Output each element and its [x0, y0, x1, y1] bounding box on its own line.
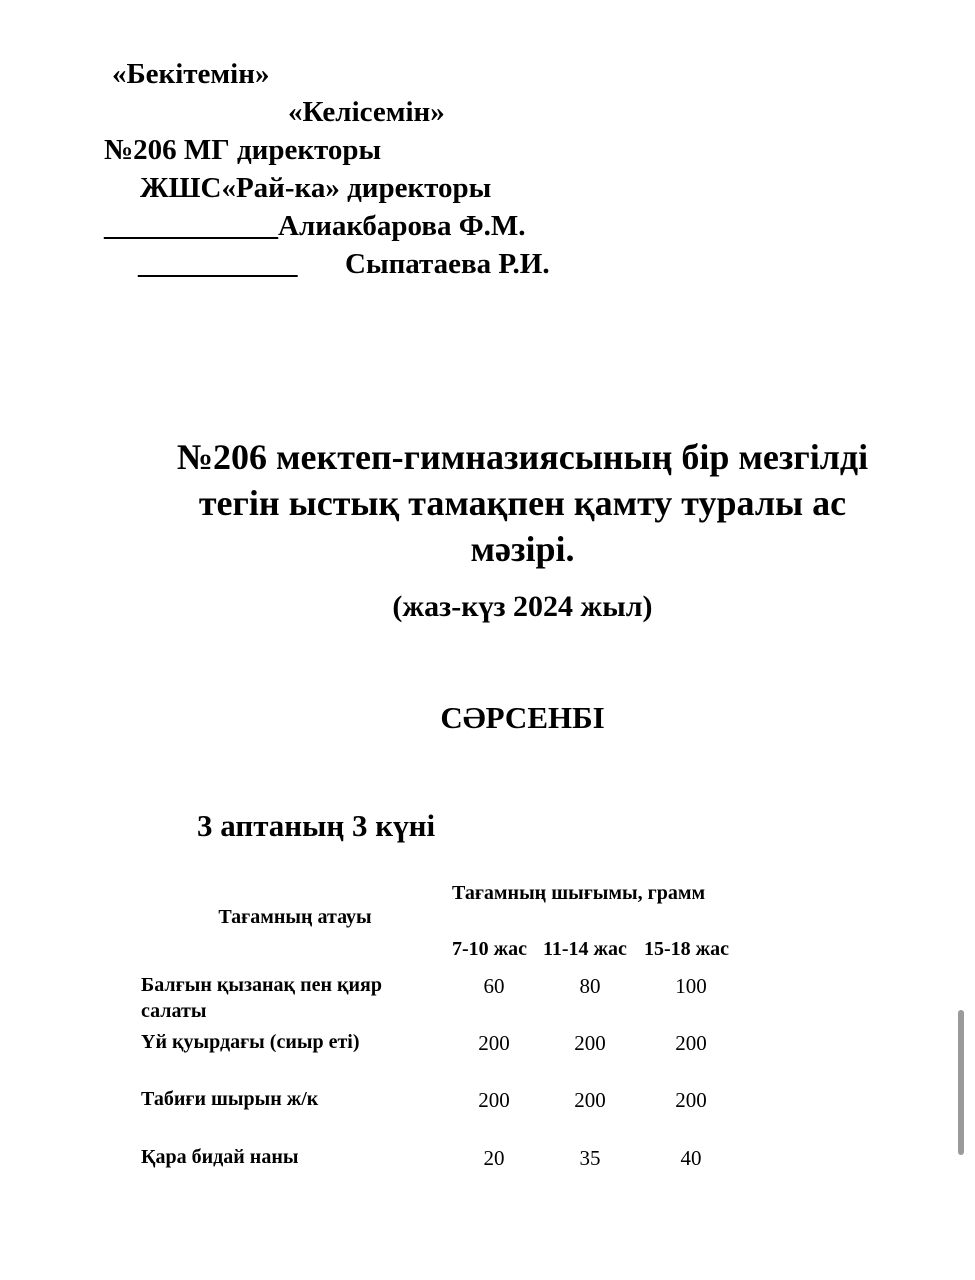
agree-label: «Келісемін»: [288, 96, 445, 128]
table-header-yield: Тағамның шығымы, грамм: [452, 882, 706, 904]
document-title-line1: №206 мектеп-гимназиясының бір мезгілді: [176, 437, 869, 477]
document-period: (жаз-күз 2024 жыл): [392, 590, 653, 623]
director1-title: №206 МГ директоры: [104, 134, 382, 166]
week-day-heading: 3 аптаның 3 күні: [197, 808, 436, 843]
table-header-age-1: 7-10 жас: [452, 938, 528, 960]
table-row-3-name: Табиғи шырын ж/к: [141, 1088, 319, 1110]
director1-signature: ____________Алиакбарова Ф.М.: [104, 210, 526, 242]
table-row-2-value-1: 200: [478, 1031, 510, 1055]
table-row-4-value-2: 35: [579, 1146, 601, 1170]
table-row-3-value-1: 200: [478, 1088, 510, 1112]
table-row-4-value-3: 40: [680, 1146, 702, 1170]
table-row-1-value-2: 80: [579, 974, 601, 998]
table-row-1-value-1: 60: [483, 974, 505, 998]
table-row-2-value-3: 200: [675, 1031, 707, 1055]
table-row-3-value-3: 200: [675, 1088, 707, 1112]
table-header-age-2: 11-14 жас: [543, 938, 627, 960]
director2-title: ЖШС«Рай-ка» директоры: [140, 172, 492, 204]
table-row-1-name-cont: салаты: [141, 1000, 207, 1022]
table-row-1-value-3: 100: [675, 974, 707, 998]
vertical-scrollbar[interactable]: [958, 1010, 964, 1155]
table-row-1-name: Балғын қызанақ пен қияр: [141, 974, 382, 996]
table-row-4-name: Қара бидай наны: [141, 1146, 299, 1168]
table-row-3-value-2: 200: [574, 1088, 606, 1112]
director2-name: Сыпатаева Р.И.: [345, 248, 550, 280]
document-title-line3: мәзірі.: [470, 529, 575, 569]
director2-signature-line: ___________: [138, 248, 298, 280]
weekday-heading: СӘРСЕНБІ: [440, 700, 605, 735]
table-header-dish-name: Тағамның атауы: [218, 906, 372, 928]
approve-label: «Бекітемін»: [112, 58, 270, 90]
table-row-2-name: Үй қуырдағы (сиыр еті): [141, 1031, 360, 1053]
table-header-age-3: 15-18 жас: [644, 938, 730, 960]
table-row-2-value-2: 200: [574, 1031, 606, 1055]
table-row-4-value-1: 20: [483, 1146, 505, 1170]
document-title-line2: тегін ыстық тамақпен қамту туралы ас: [198, 483, 847, 523]
